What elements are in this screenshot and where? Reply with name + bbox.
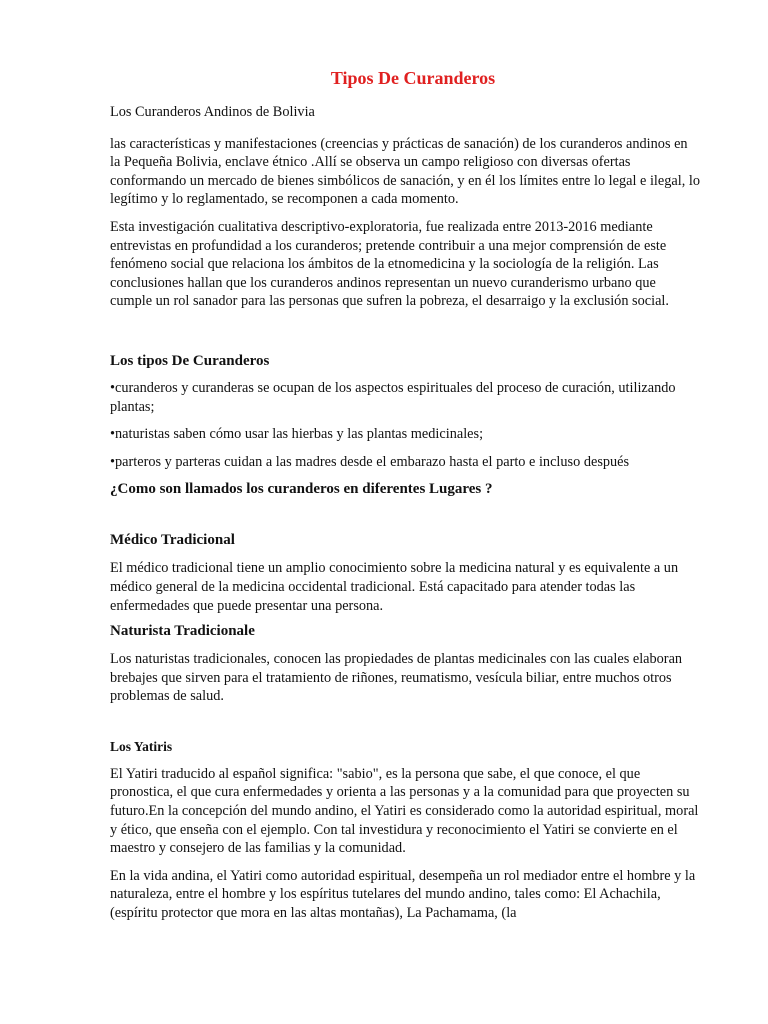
medico-heading: Médico Tradicional xyxy=(110,532,235,549)
naturista-paragraph: Los naturistas tradicionales, conocen las propiedades de plantas medicinales con las cuales elaboran brebajes que sirven para el tratamiento de riñones, reumatismo, vesícula biliar, entre muchos otros problemas de salud. xyxy=(110,651,683,705)
types-heading: Los tipos De Curanderos xyxy=(110,352,270,369)
types-item-3: •parteros y parteras cuidan a las madres desde el embarazo hasta el parto e incluso después xyxy=(110,453,630,470)
document-title: Tipos De Curanderos xyxy=(330,68,496,88)
document-page xyxy=(110,66,700,932)
intro-paragraph-2: Esta investigación cualitativa descriptivo-exploratoria, fue realizada entre 2013-2016 mediante entrevistas en profundidad a los curanderos; pretende contribuir a una mejor comprensión de este fenómeno social que relaciona los ámbitos de la etnomedicina y la sociología de la religión. Las conclusiones hallan que los curanderos andinos representan un nuevo curanderismo urbano que cumple un rol sanador para las personas que sufren la pobreza, el desarraigo y la exclusión social. xyxy=(110,218,669,310)
naturista-heading: Naturista Tradicionale xyxy=(110,623,255,640)
intro-paragraph-1: las características y manifestaciones (creencias y prácticas de sanación) de los curanderos andinos en la Pequeña Bolivia, enclave étnico .Allí se observa un campo religioso con diversas ofertas conformando un mercado de bienes simbólicos de sanación, y en él los límites entre lo legal e ilegal, lo legítimo y lo reglamentado, se recomponen a cada momento. xyxy=(110,135,700,208)
document-subtitle: Los Curanderos Andinos de Bolivia xyxy=(110,104,315,120)
types-item-2: •naturistas saben cómo usar las hierbas y las plantas medicinales; xyxy=(110,426,484,443)
types-item-1: •curanderos y curanderas se ocupan de los aspectos espirituales del proceso de curación, utilizando plantas; xyxy=(110,379,676,415)
question-heading: ¿Como son llamados los curanderos en diferentes Lugares ? xyxy=(110,481,493,498)
yatiris-paragraph-2: En la vida andina, el Yatiri como autoridad espiritual, desempeña un rol mediador entre el hombre y la naturaleza, entre el hombre y los espíritus tutelares del mundo andino, tales como: El Achachila, (espíritu protector que mora en las altas montañas), La Pachamama, (la xyxy=(110,867,696,922)
yatiris-paragraph-1: El Yatiri traducido al español significa: "sabio", es la persona que sabe, el que conoce, el que pronostica, el que cura enfermedades y orienta a las personas y a la comunidad para que proyecten su futuro.En la concepción del mundo andino, el Yatiri es considerado como la autoridad espiritual, moral y ético, que enseña con el ejemplo. Con tal investidura y reconocimiento el Yatiri se convierte en el maestro y consejero de las familias y la comunidad. xyxy=(110,765,699,857)
yatiris-heading: Los Yatiris xyxy=(110,738,173,754)
medico-paragraph: El médico tradicional tiene un amplio conocimiento sobre la medicina natural y es equivalente a un médico general de la medicina occidental tradicional. Está capacitado para atender todas las enfermedades que puede presentar una persona. xyxy=(110,560,679,614)
